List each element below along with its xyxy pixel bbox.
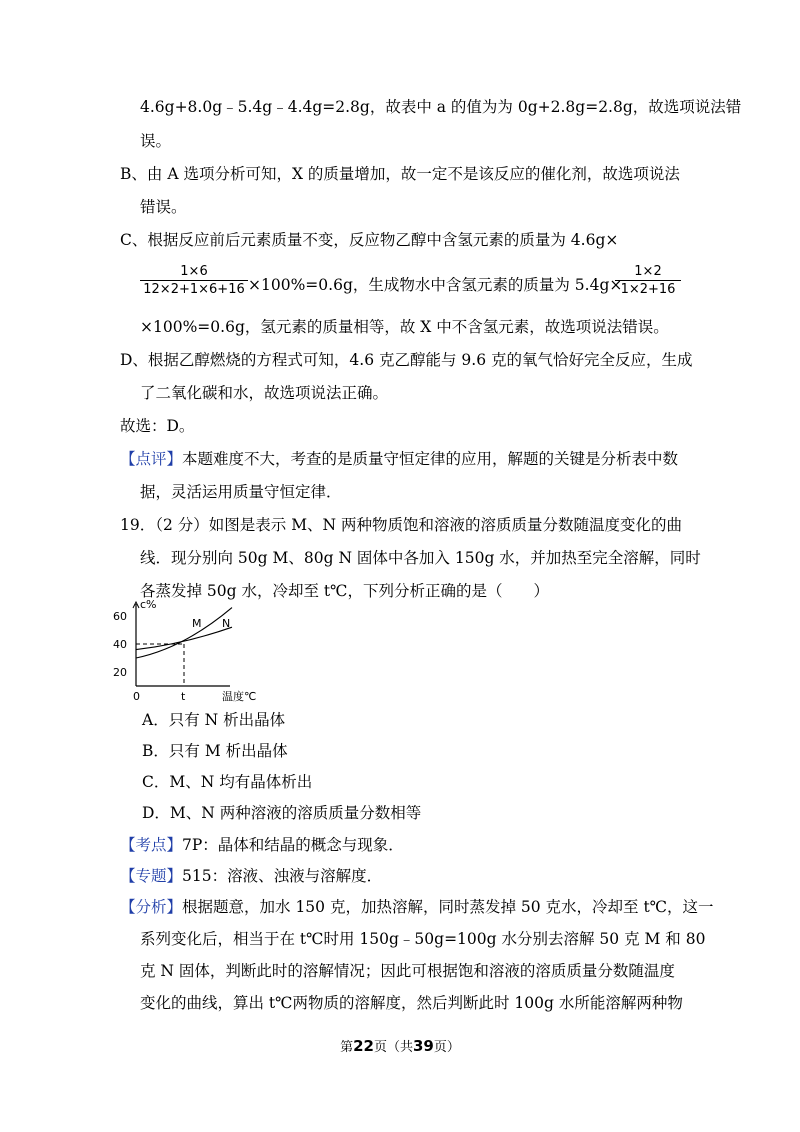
line-3: B、由 A 选项分析可知，X 的质量增加，故一定不是该反应的催化剂，故选项说法 (120, 165, 680, 183)
line-9: 了二氧化碳和水，故选项说法正确。 (140, 384, 389, 402)
footer-page: 22 (353, 1037, 374, 1055)
line-4: 错误。 (140, 198, 187, 216)
fraction-1 (140, 264, 248, 297)
fraction-1-bar (140, 280, 248, 281)
line-2: 误。 (140, 132, 172, 150)
fraction-1-denominator: 12×2+1×6+16 (143, 282, 245, 297)
line-8: D、根据乙醇燃烧的方程式可知，4.6 克乙醇能与 9.6 克的氧气恰好完全反应，生成 (120, 351, 693, 369)
series-M-curve (136, 608, 232, 658)
fraction-1-numerator: 1×6 (180, 264, 208, 279)
question-19-line-2: 线．现分别向 50g M、80g N 固体中各加入 150g 水，并加热至完全溶解，同时 (140, 549, 701, 567)
y-tick-40: 40 (113, 638, 127, 651)
y-tick-20: 20 (113, 666, 127, 679)
footer-total: 39 (413, 1037, 434, 1055)
zhuanti-text: 515：溶液、浊液与溶解度． (182, 867, 383, 885)
line-6: ×100%=0.6g，生成物水中含氢元素的质量为 5.4g× (248, 276, 623, 294)
fraction-2 (615, 264, 681, 297)
page-footer (0, 1036, 800, 1055)
fraction-2-numerator: 1×2 (634, 264, 662, 279)
footer-suffix: 页） (433, 1040, 460, 1055)
y-tick-60: 60 (113, 610, 127, 623)
footer-prefix: 第 (340, 1040, 354, 1055)
fenxi-text-1: 根据题意，加水 150 克，加热溶解，同时蒸发掉 50 克水，冷却至 t℃，这一 (182, 898, 714, 916)
y-axis-label: c% (140, 598, 157, 611)
series-label-M: M (192, 617, 202, 630)
x-tick-t: t (181, 690, 186, 702)
x-tick-0: 0 (133, 690, 140, 702)
line-1: 4.6g+8.0g﹣5.4g﹣4.4g=2.8g，故表中 a 的值为为 0g+2.8g=2.8g，故选项说法错 (140, 98, 742, 116)
line-10: 故选：D。 (120, 417, 195, 435)
fraction-2-bar (615, 280, 681, 281)
kaodian-line (120, 835, 404, 855)
question-19-line-1: 19．（2 分）如图是表示 M、N 两种物质饱和溶液的溶质质量分数随温度变化的曲 (120, 516, 683, 534)
option-d: D．M、N 两种溶液的溶质质量分数相等 (142, 804, 422, 822)
footer-mid: 页（共 (373, 1040, 413, 1055)
fenxi-line-2: 系列变化后，相当于在 t℃时用 150g﹣50g=100g 水分别去溶解 50 克 M 和 80 (140, 930, 706, 948)
pingyu-tag: 【点评】 (120, 450, 183, 468)
pingyu-line-1 (120, 449, 678, 469)
option-a: A．只有 N 析出晶体 (142, 711, 286, 729)
option-b: B．只有 M 析出晶体 (142, 742, 288, 760)
fenxi-line-4: 变化的曲线，算出 t℃两物质的溶解度，然后判断此时 100g 水所能溶解两种物 (140, 994, 683, 1012)
pingyu-text-1: 本题难度不大，考查的是质量守恒定律的应用，解题的关键是分析表中数 (182, 450, 679, 468)
fenxi-line-3: 克 N 固体，判断此时的溶解情况；因此可根据饱和溶液的溶质质量分数随温度 (140, 962, 675, 980)
fenxi-tag: 【分析】 (120, 898, 183, 916)
kaodian-tag: 【考点】 (120, 836, 183, 854)
kaodian-text: 7P：晶体和结晶的概念与现象． (182, 836, 404, 854)
option-c: C．M、N 均有晶体析出 (142, 773, 313, 791)
line-7: ×100%=0.6g，氢元素的质量相等，故 X 中不含氢元素，故选项说法错误。 (140, 318, 669, 336)
solubility-chart (112, 598, 272, 702)
line-5: C、根据反应前后元素质量不变，反应物乙醇中含氢元素的质量为 4.6g× (120, 231, 619, 249)
zhuanti-line (120, 866, 382, 886)
x-axis-label: 温度℃ (222, 690, 257, 702)
pingyu-line-2: 据，灵活运用质量守恒定律． (140, 483, 342, 501)
fenxi-line-1 (120, 897, 714, 917)
series-label-N: N (222, 617, 231, 630)
question-19-line-3: 各蒸发掉 50g 水，冷却至 t℃，下列分析正确的是（ ） (140, 582, 549, 600)
zhuanti-tag: 【专题】 (120, 867, 183, 885)
fraction-2-denominator: 1×2+16 (620, 282, 676, 297)
